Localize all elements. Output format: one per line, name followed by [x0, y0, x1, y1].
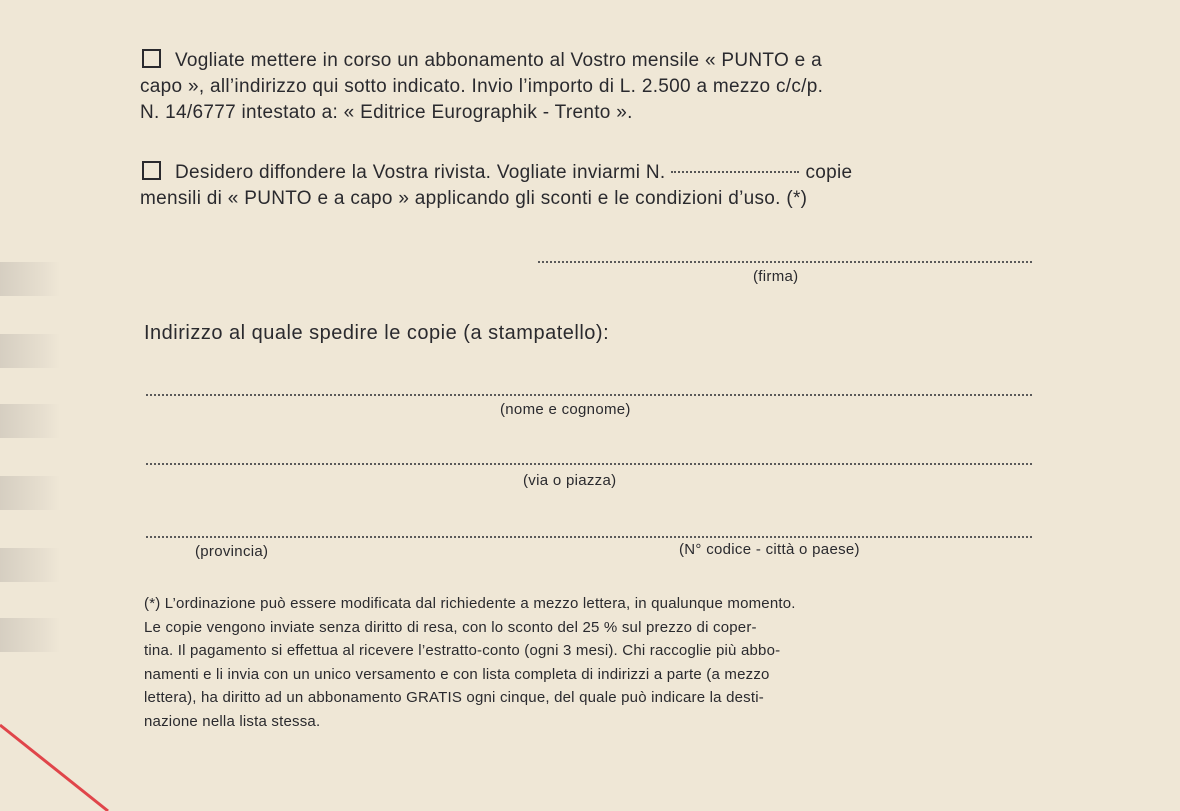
left-edge-shadow	[0, 334, 60, 368]
distribution-checkbox[interactable]	[142, 161, 161, 180]
footnote	[144, 592, 1030, 733]
subscription-text-line: N. 14/6777 intestato a: « Editrice Eurographik - Trento ».	[140, 102, 633, 123]
left-edge-shadow	[0, 476, 60, 510]
name-field[interactable]	[146, 394, 1032, 396]
left-edge-shadow	[0, 404, 60, 438]
footnote-line: tina. Il pagamento si effettua al ricevere l’estratto-conto (ogni 3 mesi). Chi raccoglie più abbo-	[144, 642, 781, 659]
left-edge-shadow	[0, 262, 60, 296]
footnote-line: nazione nella lista stessa.	[144, 712, 321, 730]
street-label: (via o piazza)	[523, 472, 617, 489]
subscription-text-line: Vogliate mettere in corso un abbonamento al Vostro mensile « PUNTO e a	[175, 50, 822, 71]
province-label: (provincia)	[195, 543, 269, 560]
footnote-line: (*) L’ordinazione può essere modificata dal richiedente a mezzo lettera, in qualunque momento.	[144, 595, 796, 612]
signature-label: (firma)	[753, 268, 799, 285]
city-label: (N° codice - città o paese)	[679, 541, 860, 558]
distribution-text-line: mensili di « PUNTO e a capo » applicando gli sconti e le condizioni d’uso. (*)	[140, 188, 808, 209]
street-field[interactable]	[146, 463, 1032, 465]
left-edge-shadow	[0, 548, 60, 582]
footnote-line: Le copie vengono inviate senza diritto di resa, con lo sconto del 25 % sul prezzo di coper-	[144, 618, 757, 636]
left-edge-shadow	[0, 618, 60, 652]
signature-field[interactable]	[538, 261, 1032, 263]
distribution-paragraph	[140, 160, 1032, 212]
name-label: (nome e cognome)	[500, 401, 631, 418]
distribution-text: Desidero diffondere la Vostra rivista. Vogliate inviarmi N.	[175, 162, 666, 183]
copies-quantity-field[interactable]	[671, 171, 799, 173]
province-city-field[interactable]	[146, 536, 1032, 538]
distribution-text: copie	[805, 162, 853, 183]
subscription-paragraph	[140, 48, 1032, 126]
address-heading: Indirizzo al quale spedire le copie (a stampatello):	[144, 322, 610, 344]
subscription-text-line: capo », all’indirizzo qui sotto indicato. Invio l’importo di L. 2.500 a mezzo c/c/p.	[140, 76, 824, 97]
footnote-line: lettera), ha diritto ad un abbonamento GRATIS ogni cinque, del quale può indicare la desti-	[144, 689, 764, 706]
footnote-line: namenti e li invia con un unico versamento e con lista completa di indirizzi a parte (a mezzo	[144, 665, 770, 683]
subscription-checkbox[interactable]	[142, 49, 161, 68]
red-diagonal-line	[0, 711, 120, 811]
